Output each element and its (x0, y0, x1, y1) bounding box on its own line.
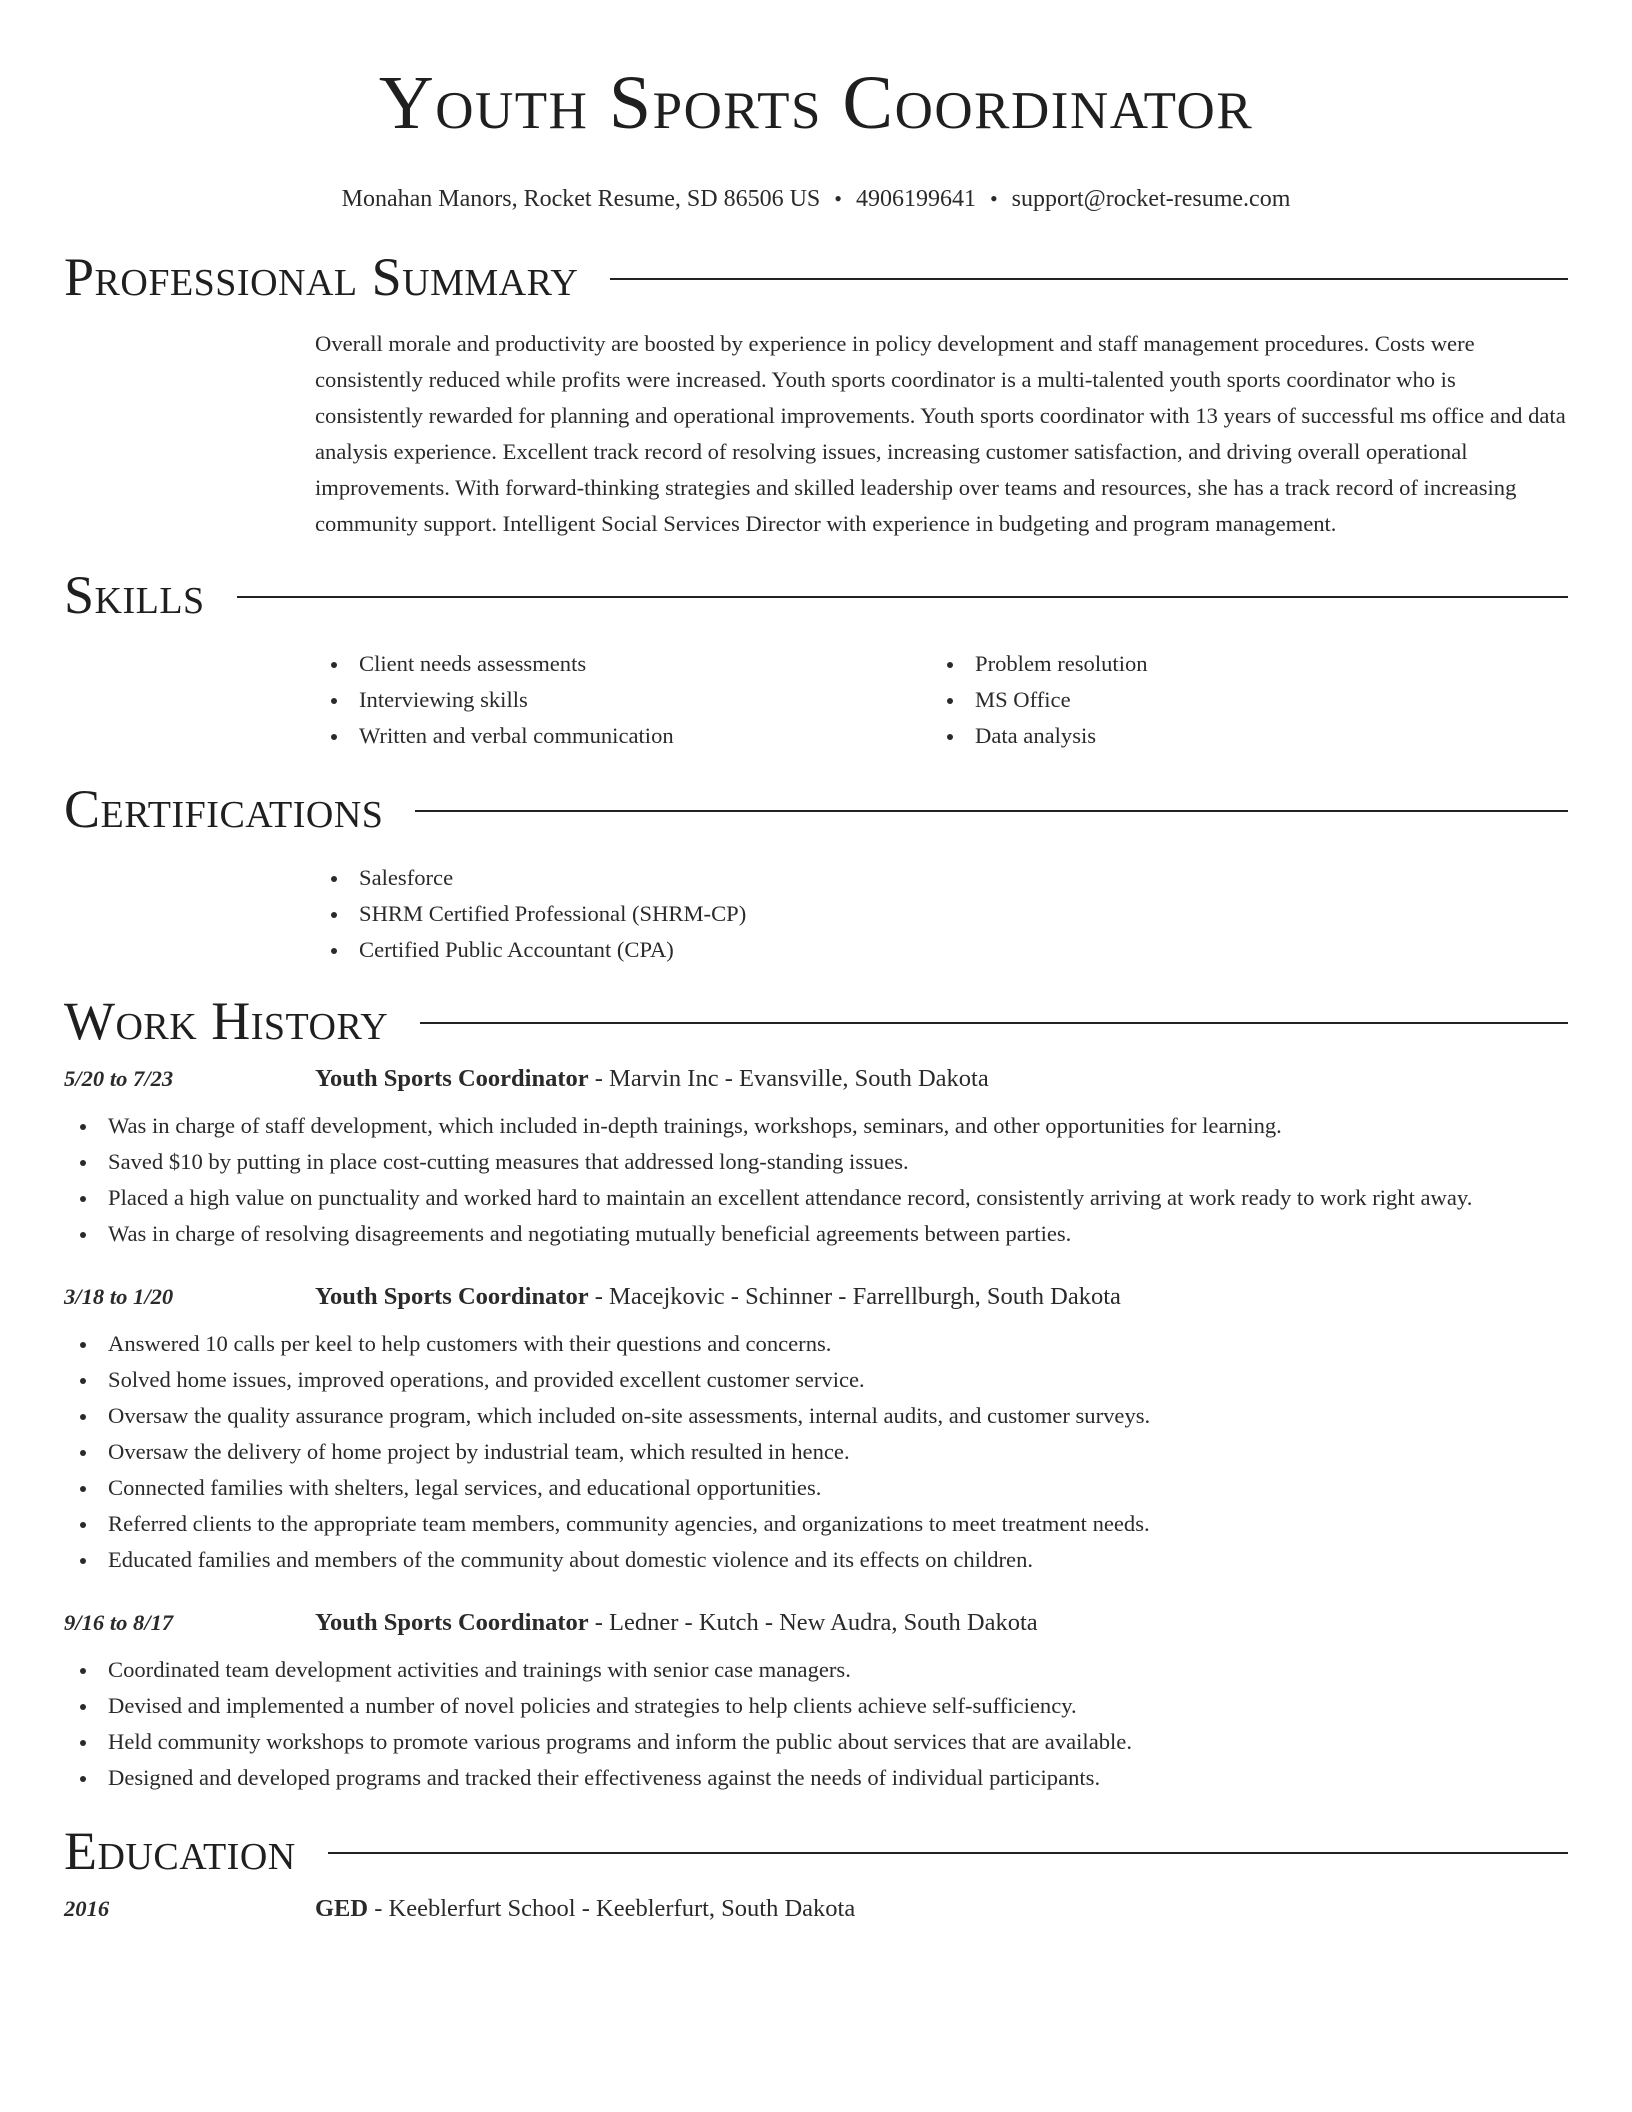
job-bullet: Held community workshops to promote various programs and inform the public about services that are available. (64, 1724, 1568, 1760)
skill-item: MS Office (931, 682, 1547, 718)
job-employer: - Marvin Inc - Evansville, South Dakota (588, 1065, 989, 1092)
skill-item: Data analysis (931, 718, 1547, 754)
section-title: Professional Summary (64, 247, 579, 307)
section-title: Education (64, 1821, 296, 1881)
education-header (64, 1894, 1568, 1924)
job-bullet: Was in charge of resolving disagreements and negotiating mutually beneficial agreements between parties. (64, 1216, 1568, 1252)
contact-line (64, 184, 1568, 214)
contact-separator: • (989, 186, 998, 211)
resume-page (64, 0, 1568, 1924)
section-header (64, 248, 1568, 306)
section-header (64, 566, 1568, 624)
section-title: Work History (64, 991, 389, 1051)
contact-separator: • (834, 186, 842, 211)
certifications-list (315, 860, 1568, 968)
skills-left-list (315, 646, 931, 754)
skill-item: Interviewing skills (315, 682, 931, 718)
job-heading (315, 1608, 1038, 1638)
education-heading (315, 1894, 855, 1924)
job-heading (315, 1064, 989, 1094)
section-divider (237, 596, 1568, 598)
job-bullet: Placed a high value on punctuality and worked hard to maintain an excellent attendance record, consistently arriving at work ready to work right away. (64, 1180, 1568, 1216)
job-bullet: Devised and implemented a number of novel policies and strategies to help clients achieve self-sufficiency. (64, 1688, 1568, 1724)
job-title: Youth Sports Coordinator (315, 1609, 589, 1636)
job-bullets (64, 1652, 1568, 1796)
section-header (64, 992, 1568, 1050)
job-header (64, 1282, 1568, 1312)
job-header (64, 1064, 1568, 1094)
education-section (64, 1822, 1568, 1924)
certification-item: Salesforce (315, 860, 1568, 896)
summary-text: Overall morale and productivity are boosted by experience in policy development and staff management procedures. Costs were consistently reduced while profits were increased. Youth sports coordinator is a multi-talented youth sports coordinator who is consistently rewarded for planning and operational improvements. Youth sports coordinator with 13 years of successful ms office and data analysis experience. Excellent track record of resolving issues, increasing customer satisfaction, and driving overall operational improvements. With forward-thinking strategies and skilled leadership over teams and resources, she has a track record of increasing community support. Intelligent Social Services Director with experience in budgeting and program management. (315, 331, 1566, 536)
section-divider (420, 1022, 1568, 1024)
section-divider (415, 810, 1568, 812)
job-bullet: Coordinated team development activities and trainings with senior case managers. (64, 1652, 1568, 1688)
skill-item: Problem resolution (931, 646, 1547, 682)
job-heading (315, 1282, 1121, 1312)
job-bullet: Referred clients to the appropriate team members, community agencies, and organizations to meet treatment needs. (64, 1506, 1568, 1542)
contact-phone[interactable]: 4906199641 (855, 186, 976, 212)
job-title: Youth Sports Coordinator (315, 1283, 589, 1310)
skills-section (64, 566, 1568, 754)
certification-item: Certified Public Accountant (CPA) (315, 932, 1568, 968)
skills-right-list (931, 646, 1547, 754)
job-bullet: Connected families with shelters, legal services, and educational opportunities. (64, 1470, 1568, 1506)
skills-columns (315, 646, 1568, 754)
job-header (64, 1608, 1568, 1638)
resume-name: Youth Sports Coordinator (378, 61, 1254, 145)
job-dates: 5/20 to 7/23 (64, 1066, 174, 1091)
job-bullet: Oversaw the quality assurance program, which included on-site assessments, internal audits, and customer surveys. (64, 1398, 1568, 1434)
job-bullet: Educated families and members of the community about domestic violence and its effects on children. (64, 1542, 1568, 1578)
job-bullet: Was in charge of staff development, which included in-depth trainings, workshops, seminars, and other opportunities for learning. (64, 1108, 1568, 1144)
education-entry (64, 1894, 1568, 1924)
skill-item: Written and verbal communication (315, 718, 931, 754)
job-bullets (64, 1326, 1568, 1578)
job-bullet: Answered 10 calls per keel to help customers with their questions and concerns. (64, 1326, 1568, 1362)
section-header (64, 1822, 1568, 1880)
job-bullet: Designed and developed programs and tracked their effectiveness against the needs of individual participants. (64, 1760, 1568, 1796)
section-divider (610, 278, 1568, 280)
job-entry (64, 1282, 1568, 1578)
certification-item: SHRM Certified Professional (SHRM-CP) (315, 896, 1568, 932)
job-employer: - Ledner - Kutch - New Audra, South Dakota (588, 1609, 1038, 1636)
section-header (64, 780, 1568, 838)
job-entry (64, 1064, 1568, 1252)
job-bullet: Solved home issues, improved operations, and provided excellent customer service. (64, 1362, 1568, 1398)
education-school: - Keeblerfurt School - Keeblerfurt, South Dakota (368, 1895, 856, 1922)
section-divider (328, 1852, 1568, 1854)
education-degree: GED (315, 1895, 369, 1922)
job-dates: 9/16 to 8/17 (64, 1610, 174, 1635)
section-title: Certifications (64, 779, 384, 839)
summary-section (64, 248, 1568, 542)
skill-item: Client needs assessments (315, 646, 931, 682)
job-entry (64, 1608, 1568, 1796)
job-dates: 3/18 to 1/20 (64, 1284, 174, 1309)
contact-address: Monahan Manors, Rocket Resume, SD 86506 US (341, 186, 821, 212)
job-employer: - Macejkovic - Schinner - Farrellburgh, South Dakota (588, 1283, 1121, 1310)
contact-email[interactable]: support@rocket-resume.com (1011, 186, 1291, 212)
certifications-section (64, 780, 1568, 968)
job-bullet: Oversaw the delivery of home project by industrial team, which resulted in hence. (64, 1434, 1568, 1470)
education-year: 2016 (64, 1896, 110, 1921)
job-bullet: Saved $10 by putting in place cost-cutting measures that addressed long-standing issues. (64, 1144, 1568, 1180)
section-title: Skills (64, 565, 205, 625)
job-title: Youth Sports Coordinator (315, 1065, 589, 1092)
job-bullets (64, 1108, 1568, 1252)
work-history-section (64, 992, 1568, 1796)
